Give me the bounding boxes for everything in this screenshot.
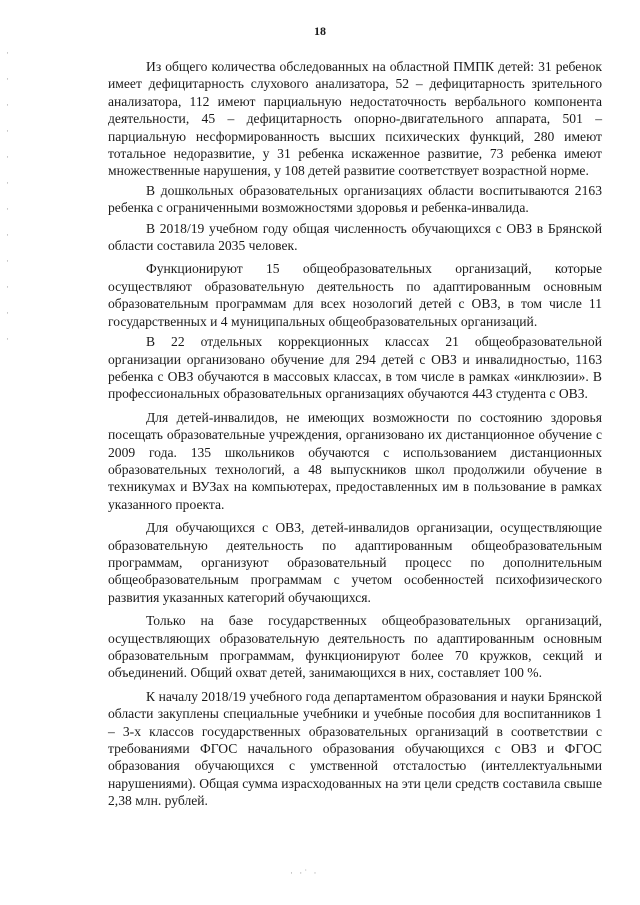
paragraph-pmpk-statistics: Из общего количества обследованных на областной ПМПК детей: 31 ребенок имеет дефицитарность слухового анализатора, 52 – дефицитарность зрительного анализатора, 112 имеют парциальную недостаточность вербального компонента деятельности, 45 – дефицитарность опорно-двигательного аппарата, 501 – парциальную несформированность высших психических функций, 280 имеют тотальное недоразвитие, у 31 ребенка искаженное развитие, 73 ребенка имеют множественные нарушения, у 108 детей развитие соответствует возрастной норме. [108,59,602,179]
paragraph-total-students: В 2018/19 учебном году общая численность обучающихся с ОВЗ в Брянской области составила 2035 человек. [108,220,602,254]
paragraph-clubs: Только на базе государственных общеобразовательных организаций, осуществляющих образовательную деятельность по адаптированным основным образовательным программам, функционируют более 70 кружков, секций и объединений. Общий охват детей, занимающихся в них, составляет 100 %. [108,613,602,681]
paragraph-preschool: В дошкольных образовательных организациях области воспитываются 2163 ребенка с ограниченными возможностями здоровья и ребенка-инвалида. [108,182,602,216]
scan-artifact-left: · · · · · · · · · · · · [6,48,11,344]
page-number: 18 [314,24,326,38]
paragraph-additional-programs: Для обучающихся с ОВЗ, детей-инвалидов организации, осуществляющие образовательную деятельность по адаптированным общеобразовательным программам, организуют образовательный процесс по дополнительным общеобразовательным программам с учетом особенностей психофизического развития указанных категорий обучающихся. [108,520,602,605]
paragraph-schools: Функционируют 15 общеобразовательных организаций, которые осуществляют образовательную деятельность по адаптированным основным образовательным программам для всех нозологий детей с ОВЗ, в том числе 11 государственных и 4 муниципальных общеобразовательных организаций. [108,261,602,329]
paragraph-distance-learning: Для детей-инвалидов, не имеющих возможности по состоянию здоровья посещать образовательные учреждения, организовано их дистанционное обучение с 2009 года. 135 школьников обучаются с использованием дистанционных образовательных технологий, а 48 выпускников школ продолжили обучение в техникумах и ВУЗах на компьютерах, предоставленных им в пользование в рамках указанного проекта. [108,409,602,512]
document-body [108,58,602,813]
paragraph-textbooks: К началу 2018/19 учебного года департаментом образования и науки Брянской области закуплены специальные учебники и учебные пособия для воспитанников 1 – 3-х классов государственных образовательных организаций в соответствии с требованиями ФГОС начального образования обучающихся с ОВЗ и ФГОС образования обучающихся с умственной отсталостью (интеллектуальными нарушениями). Общая сумма израсходованных на эти цели средств составила свыше 2,38 млн. рублей. [108,688,602,809]
paragraph-correctional-classes: В 22 отдельных коррекционных классах 21 общеобразовательной организации организовано обучение для 294 детей с ОВЗ и инвалидностью, 1163 ребенка с ОВЗ обучаются в массовых классах, в том числе в рамках «инклюзии». В профессиональных образовательных организациях обучаются 443 студента с ОВЗ. [108,334,602,402]
scan-artifact-bottom: · ·˙ · [290,868,319,878]
